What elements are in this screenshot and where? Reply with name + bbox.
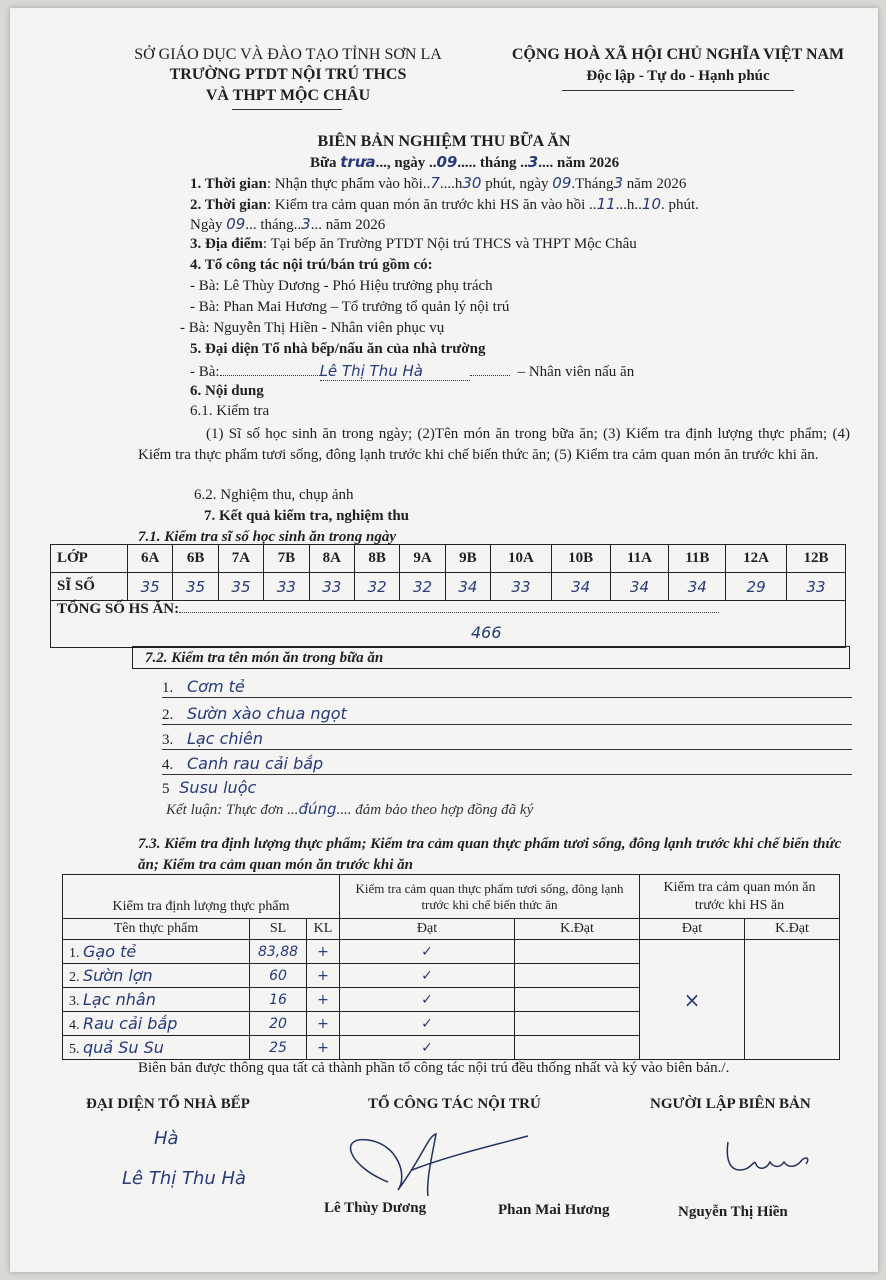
dish-num: 2. — [162, 707, 174, 723]
section2-h: ...h.. — [615, 197, 642, 213]
count-cell: 33 — [786, 573, 845, 601]
food-pass: ✓ — [340, 988, 515, 1012]
section6-label: 6. Nội dung — [190, 383, 264, 399]
class-cell: 6B — [173, 545, 218, 573]
class-cell: 9A — [400, 545, 445, 573]
food-name: quả Su Su — [83, 1037, 164, 1057]
food-fail — [515, 1012, 640, 1036]
count-cell: 29 — [726, 573, 787, 601]
h-sl: SL — [250, 919, 307, 940]
month-value: 3 — [527, 153, 539, 171]
food-pass: ✓ — [340, 940, 515, 964]
section7-sub1: 7.1. Kiểm tra sĩ số học sinh ăn trong ngày — [138, 529, 396, 545]
h-kl: KL — [307, 919, 340, 940]
count-cell: 33 — [491, 573, 552, 601]
count-cell: 34 — [445, 573, 490, 601]
section2-minute: 10 — [641, 195, 661, 213]
section3-label: 3. Địa điểm — [190, 236, 263, 252]
food-sl: 83,88 — [250, 940, 307, 964]
dish-num: 1. — [162, 680, 174, 696]
food-kl: + — [307, 988, 340, 1012]
dish-num: 3. — [162, 732, 174, 748]
section2-day-prefix: Ngày — [190, 217, 227, 233]
section2-hour: 11 — [596, 195, 616, 213]
section5-dots-2 — [470, 375, 510, 376]
section2-year: ... năm 2026 — [310, 217, 386, 233]
section3-line — [190, 236, 637, 253]
class-cell: 6A — [128, 545, 173, 573]
class-cell: 10A — [491, 545, 552, 573]
food-name: Lạc nhân — [83, 989, 156, 1009]
count-cell: 35 — [218, 573, 263, 601]
conclusion-value: đúng — [298, 800, 337, 818]
meal-value: trưa — [340, 153, 376, 171]
kitchen-sign-full: Lê Thị Thu Hà — [122, 1168, 247, 1189]
section2-min: . phút. — [661, 197, 699, 213]
dish-name: Sườn xào chua ngọt — [187, 704, 347, 723]
section1-month: 3 — [613, 174, 624, 192]
school-name-line1: TRƯỜNG PTDT NỘI TRÚ THCS — [169, 66, 407, 83]
total-row — [51, 601, 846, 648]
conclusion-prefix: Kết luận: Thực đơn ... — [166, 802, 299, 818]
count-cell: 33 — [264, 573, 309, 601]
food-name: Sườn lợn — [83, 965, 153, 985]
quantity-header-row2 — [63, 919, 840, 940]
quantity-header-row1 — [63, 875, 840, 919]
class-cell: 7A — [218, 545, 263, 573]
food-kl: + — [307, 964, 340, 988]
total-cell — [51, 601, 846, 648]
h-pass-2: Đạt — [640, 919, 745, 940]
day-label: ..., ngày .. — [375, 155, 437, 171]
food-name-cell — [63, 964, 250, 988]
section2-line2 — [190, 215, 385, 234]
meal-fail-cell — [745, 940, 840, 1060]
kitchen-sign-short: Hà — [154, 1128, 179, 1149]
food-name: Rau cải bắp — [83, 1013, 178, 1033]
food-name-cell — [63, 988, 250, 1012]
meal-line — [310, 153, 619, 172]
dish-num: 5 — [162, 781, 170, 797]
dept-name: SỞ GIÁO DỤC VÀ ĐÀO TẠO TỈNH SƠN LA — [134, 46, 442, 63]
class-cell: 10B — [551, 545, 610, 573]
section1-text: : Nhận thực phẩm vào hồi.. — [266, 176, 431, 192]
class-cell: 11A — [610, 545, 669, 573]
motto: Độc lập - Tự do - Hạnh phúc — [586, 68, 770, 84]
h-fail-2: K.Đạt — [745, 919, 840, 940]
food-fail — [515, 940, 640, 964]
section2-month: 3 — [301, 215, 311, 233]
section4-label: 4. Tổ công tác nội trú/bán trú gồm có: — [190, 257, 433, 273]
section1-minute: 30 — [462, 174, 482, 192]
dish-name: Lạc chiên — [187, 729, 263, 748]
dish-name: Canh rau cải bắp — [187, 754, 324, 773]
count-cell: 34 — [610, 573, 669, 601]
total-value: 466 — [471, 623, 502, 642]
day-value: 09 — [436, 153, 458, 171]
h-fail: K.Đạt — [515, 919, 640, 940]
member-2: - Bà: Phan Mai Hương – Tổ trưởng tổ quản lý nội trú — [190, 299, 510, 315]
food-num: 1. — [69, 945, 80, 961]
dish-item — [162, 754, 852, 775]
document-title: BIÊN BẢN NGHIỆM THU BỮA ĂN — [317, 133, 571, 150]
food-num: 3. — [69, 993, 80, 1009]
section2-text: : Kiểm tra cảm quan món ăn trước khi HS ăn vào hồi .. — [266, 197, 597, 213]
food-sl: 25 — [250, 1036, 307, 1060]
conclusion-suffix: .... đảm bảo theo hợp đồng đã ký — [336, 802, 534, 818]
member-3: - Bà: Nguyễn Thị Hiền - Nhân viên phục vụ — [180, 320, 445, 336]
food-num: 4. — [69, 1017, 80, 1033]
section2-line1 — [190, 195, 699, 214]
count-row-label: SĨ SỐ — [51, 573, 128, 601]
school-name-line2: VÀ THPT MỘC CHÂU — [205, 87, 371, 104]
dish-item — [162, 677, 852, 698]
section1-day: 09 — [552, 174, 572, 192]
menu-conclusion — [166, 800, 533, 819]
h-fresh-check: Kiểm tra cảm quan thực phẩm tươi sống, đông lạnh trước khi chế biến thức ăn — [340, 875, 640, 919]
class-cell: 8A — [309, 545, 354, 573]
food-name-cell — [63, 1012, 250, 1036]
header-left-rule — [232, 109, 342, 110]
food-name-cell — [63, 1036, 250, 1060]
food-fail — [515, 964, 640, 988]
h-pass: Đạt — [340, 919, 515, 940]
count-cell: 34 — [669, 573, 726, 601]
section3-text: : Tại bếp ăn Trường PTDT Nội trú THCS và THPT Mộc Châu — [262, 236, 637, 252]
food-num: 2. — [69, 969, 80, 985]
quantity-table — [62, 874, 840, 1060]
h-food-name: Tên thực phẩm — [63, 919, 250, 940]
h-meal-check: Kiểm tra cảm quan món ăn trước khi HS ăn — [640, 875, 840, 919]
header-right-rule — [562, 90, 794, 91]
dish-item — [162, 778, 256, 798]
food-fail — [515, 988, 640, 1012]
dish-item — [162, 729, 852, 750]
section2-month-label: ... tháng.. — [245, 217, 302, 233]
meal-prefix: Bữa — [310, 155, 341, 171]
food-fail — [515, 1036, 640, 1060]
section5-prefix: - Bà: — [190, 364, 220, 380]
year-label: .... năm 2026 — [538, 155, 620, 171]
section6-paragraph: (1) Sĩ số học sinh ăn trong ngày; (2)Tên món ăn trong bữa ăn; (3) Kiểm tra định lượng thực phẩm; (4) Kiểm tra thực phẩm tươi sống, đông lạnh trước khi chế biến thức ăn; (5) Kiểm tra cảm quan món ăn trước khi ăn. — [138, 426, 850, 463]
section5-label: 5. Đại diện Tổ nhà bếp/nấu ăn của nhà trường — [190, 341, 486, 357]
section1-month-label: .Tháng — [571, 176, 614, 192]
food-sl: 16 — [250, 988, 307, 1012]
section1-min: phút, ngày — [481, 176, 553, 192]
section7-sub3: 7.3. Kiểm tra định lượng thực phẩm; Kiểm tra cảm quan thực phẩm tươi sống, đông lạnh trước khi chế biến thức ăn; Kiểm tra cảm quan món ăn trước khi ăn — [138, 836, 842, 873]
count-cell: 35 — [128, 573, 173, 601]
team-leader-name: Lê Thùy Dương — [324, 1200, 427, 1216]
count-cell: 33 — [309, 573, 354, 601]
boarding-team-title: TỔ CÔNG TÁC NỘI TRÚ — [368, 1096, 541, 1112]
member-1: - Bà: Lê Thùy Dương - Phó Hiệu trưởng phụ trách — [190, 278, 493, 294]
meal-pass-cell: × — [640, 940, 745, 1060]
food-num: 5. — [69, 1041, 80, 1057]
section1-year: năm 2026 — [623, 176, 687, 192]
recorder-title: NGƯỜI LẬP BIÊN BẢN — [650, 1096, 811, 1112]
food-sl: 20 — [250, 1012, 307, 1036]
cook-name: Lê Thị Thu Hà — [320, 362, 470, 381]
count-row — [51, 573, 846, 601]
section6-sub1: 6.1. Kiểm tra — [190, 403, 270, 419]
section1-h: ....h — [439, 176, 463, 192]
section7-label: 7. Kết quả kiểm tra, nghiệm thu — [204, 508, 410, 524]
count-cell: 32 — [354, 573, 399, 601]
food-pass: ✓ — [340, 1012, 515, 1036]
class-cell: 12A — [726, 545, 787, 573]
food-kl: + — [307, 1012, 340, 1036]
section6-sub2: 6.2. Nghiệm thu, chụp ảnh — [194, 487, 354, 503]
class-cell: 8B — [354, 545, 399, 573]
attendance-table — [50, 544, 846, 648]
team-signature — [328, 1126, 548, 1206]
count-cell: 35 — [173, 573, 218, 601]
document-page — [10, 8, 878, 1272]
food-pass: ✓ — [340, 1036, 515, 1060]
class-row — [51, 545, 846, 573]
section7-sub2: 7.2. Kiểm tra tên món ăn trong bữa ăn — [132, 646, 850, 669]
closing-statement: Biên bản được thông qua tất cả thành phần tổ công tác nội trú đều thống nhất và ký vào biên bản./. — [138, 1060, 730, 1076]
food-name-cell — [63, 940, 250, 964]
kitchen-rep-title: ĐẠI DIỆN TỔ NHÀ BẾP — [86, 1096, 250, 1112]
dish-item — [162, 704, 852, 725]
class-cell: 9B — [445, 545, 490, 573]
dish-name: Susu luộc — [179, 778, 257, 797]
dish-num: 4. — [162, 757, 174, 773]
team-manager-name: Phan Mai Hương — [498, 1202, 610, 1218]
total-label: TỔNG SỐ HS ĂN: — [57, 601, 180, 617]
section5-dots — [220, 375, 320, 376]
country-name: CỘNG HOÀ XÃ HỘI CHỦ NGHĨA VIỆT NAM — [511, 46, 845, 63]
count-cell: 32 — [400, 573, 445, 601]
total-dots — [179, 612, 719, 613]
class-cell: 11B — [669, 545, 726, 573]
food-kl: + — [307, 940, 340, 964]
recorder-name: Nguyễn Thị Hiền — [678, 1204, 788, 1220]
count-cell: 34 — [551, 573, 610, 601]
class-cell: 7B — [264, 545, 309, 573]
section5-line — [190, 362, 634, 381]
month-label: ..... tháng .. — [457, 155, 528, 171]
food-sl: 60 — [250, 964, 307, 988]
section1-label: 1. Thời gian — [190, 176, 267, 192]
section2-label: 2. Thời gian — [190, 197, 267, 213]
recorder-signature — [722, 1136, 822, 1186]
class-cell: 12B — [786, 545, 845, 573]
section1-hour: 7 — [430, 174, 440, 192]
class-row-label: LỚP — [51, 545, 128, 573]
h-quantity: Kiểm tra định lượng thực phẩm — [63, 875, 340, 919]
section1-line — [190, 174, 686, 193]
food-row — [63, 940, 840, 964]
dish-name: Cơm tẻ — [187, 677, 245, 696]
food-pass: ✓ — [340, 964, 515, 988]
food-name: Gạo tẻ — [83, 941, 137, 961]
section5-suffix: – Nhân viên nấu ăn — [517, 364, 635, 380]
section2-day: 09 — [226, 215, 246, 233]
food-kl: + — [307, 1036, 340, 1060]
